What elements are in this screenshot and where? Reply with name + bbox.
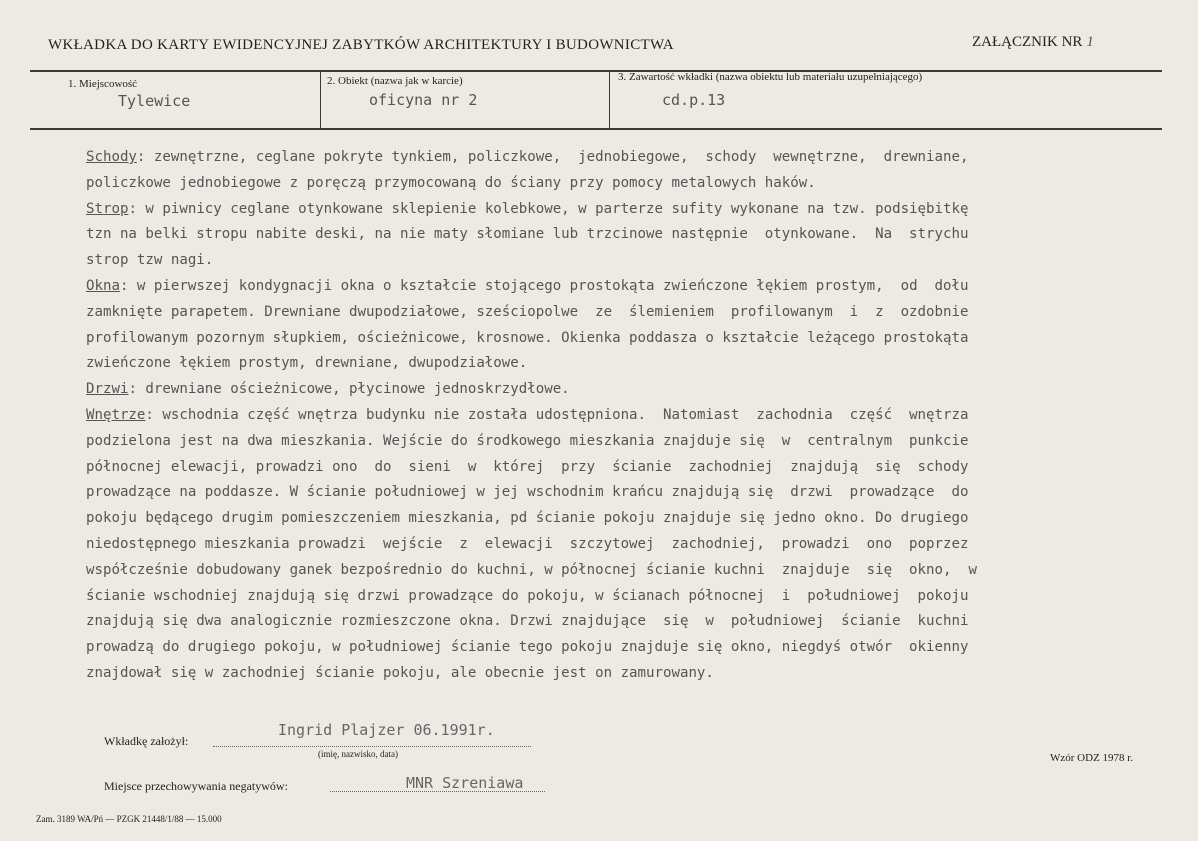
annex-number: 1 [1086,34,1094,50]
text-line: znajdował się w zachodniej ścianie pokoju, ale obecnie jest on zamurowany. [86,664,714,681]
heading-schody: Schody [86,149,137,165]
text-line: prowadzą do drugiego pokoju, w południowej ścianie tego pokoju znajduje się okno, niegdyś otwór okienny [86,639,969,656]
heading-strop: Strop [86,200,129,217]
content-label: 3. Zawartość wkładki (nazwa obiektu lub materiału uzupełniającego) [618,71,923,83]
negatives-label: Miejsce przechowywania negatywów: [104,779,288,793]
heading-wnetrze: Wnętrze [86,406,146,423]
heading-okna: Okna [86,277,120,294]
text-line: policzkowe jednobiegowe z poręczą przymocowaną do ściany przy pomocy metalowych haków. [86,174,816,191]
annex-label-text: ZAŁĄCZNIK NR [972,34,1083,50]
heading-drzwi: Drzwi [86,381,129,398]
text-line: pokoju będącego drugim pomieszczeniem mieszkania, pd ścianie pokoju znajduje się jedno okno. Do drugiego [86,510,969,527]
text-line: podzielona jest na dwa mieszkania. Wejście do środkowego mieszkania znajduje się w centralnym punkcie [86,432,969,449]
author-hint: (imię, nazwisko, data) [318,749,398,759]
locality-label: 1. Miejscowość [68,78,138,90]
locality-value: Tylewice [118,92,191,110]
form-title: WKŁADKA DO KARTY EWIDENCYJNEJ ZABYTKÓW ARCHITEKTURY I BUDOWNICTWA [48,37,674,53]
author-label: Wkładkę założył: [104,734,189,748]
text-line: ścianie wschodniej znajdują się drzwi prowadzące do pokoju, w ścianach północnej i południowej pokoju [86,587,969,604]
description-text [86,145,1136,687]
header-top-rule [30,70,1162,72]
text-line: niedostępnego mieszkania prowadzi wejście z elewacji szczytowej zachodniej, prowadzi ono poprzez [86,535,969,552]
text-line: zwieńczone łękiem prostym, drewniane, dwupodziałowe. [86,355,528,372]
object-value: oficyna nr 2 [369,91,478,109]
text-line: tzn na belki stropu nabite deski, na nie maty słomiane lub trzcinowe następnie otynkowane. Na strychu [86,226,969,243]
content-value: cd.p.13 [662,91,726,109]
text-line: profilowanym pozornym słupkiem, ościeżnicowe, krosnowe. Okienka poddasza o kształcie leżącego prostokąta [86,329,969,346]
text-line: : wschodnia część wnętrza budynku nie została udostępniona. Natomiast zachodnia część wnętrza [145,406,969,423]
text-line: : w piwnicy ceglane otynkowane sklepienie kolebkowe, w parterze sufity wykonane na tzw. podsiębitkę [128,200,969,217]
header-bottom-rule [30,128,1162,130]
column-divider-1 [320,71,321,128]
text-line: : drewniane ościeżnicowe, płycinowe jednoskrzydłowe. [128,381,570,398]
negatives-value: MNR Szreniawa [406,774,524,792]
text-line: : w pierwszej kondygnacji okna o kształcie stojącego prostokąta zwieńczone łękiem prostym, od dołu [119,277,969,294]
text-line: prowadzące na poddasze. W ścianie południowej w jej wschodnim krańcu znajdują się drzwi prowadzące do [86,484,969,501]
text-line: : zewnętrzne, ceglane pokryte tynkiem, policzkowe, jednobiegowe, schody wewnętrzne, drewniane, [136,149,969,165]
print-info: Zam. 3189 WA/Pń — PZGK 21448/1/88 — 15.000 [36,814,222,824]
text-line: znajdują się dwa analogicznie rozmieszczone okna. Drzwi znajdujące się w południowej ścianie kuchni [86,613,969,630]
annex-label [972,34,1094,51]
text-line: strop tzw nagi. [86,252,214,269]
form-model: Wzór ODZ 1978 r. [1050,752,1134,764]
column-divider-2 [609,71,610,128]
author-value: Ingrid Plajzer 06.1991r. [278,721,495,739]
author-dotted-line [213,746,531,747]
text-line: zamknięte parapetem. Drewniane dwupodziałowe, sześciopolwe ze ślemieniem profilowanym i z ozdobnie [86,303,969,320]
text-line: północnej elewacji, prowadzi ono do sieni w której przy ścianie zachodniej znajdują się schody [86,458,969,475]
object-label: 2. Obiekt (nazwa jak w karcie) [327,75,463,87]
text-line: współcześnie dobudowany ganek bezpośrednio do kuchni, w północnej ścianie kuchni znajduje się okno, w [86,561,977,578]
